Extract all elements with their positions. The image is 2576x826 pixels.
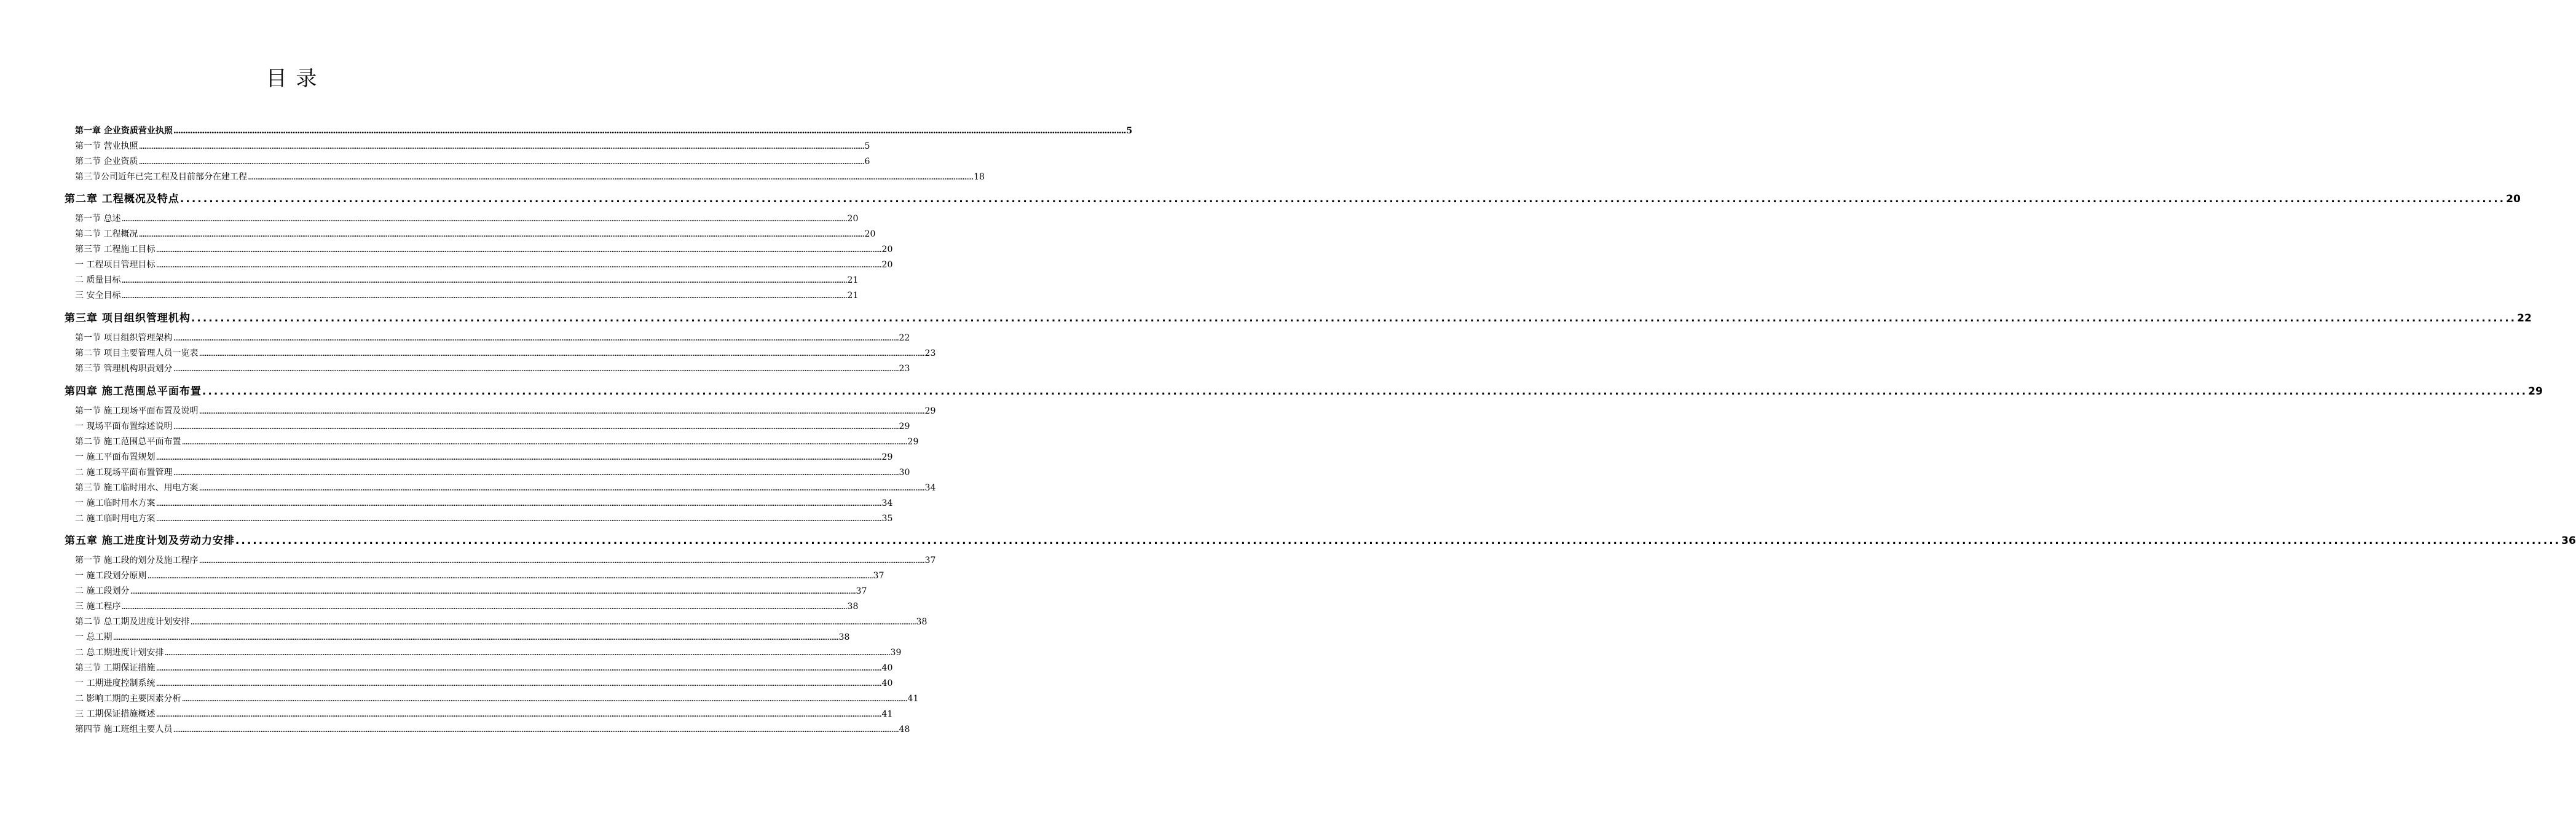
toc-entry-label: 第三节 施工临时用水、用电方案 (75, 483, 199, 493)
toc-entry-label: 一 工期进度控制系统 (75, 678, 156, 688)
toc-entry-label: 二 施工临时用电方案 (75, 514, 156, 524)
toc-entry-label: 第二节 企业资质 (75, 157, 138, 167)
toc-dot-leader: ................................................................................................................................................................................................................................................................................................................................................................................................................ (181, 694, 907, 704)
toc-entry-label: 三 安全目标 (75, 291, 121, 301)
toc-entry-label: 第一节 施工现场平面布置及说明 (75, 406, 199, 416)
toc-page-number: 29 (2528, 385, 2543, 398)
toc-chapter-entry[interactable] (65, 191, 2521, 207)
toc-chapter-entry[interactable] (75, 124, 1133, 138)
toc-page-number: 34 (881, 498, 893, 508)
toc-dot-leader: ................................................................................................................................................................................................................................................................................................................................................................................................................ (147, 571, 873, 581)
toc-entry-label: 第四章 施工范围总平面布置 (65, 385, 202, 398)
toc-section-entry[interactable] (75, 331, 910, 345)
toc-dot-leader: ................................................................................................................................................................................................................................................................................................................................................................................................................ (191, 312, 2517, 324)
toc-dot-leader: ................................................................................................................................................................................................................................................................................................................................................................................................................ (202, 385, 2528, 398)
toc-section-entry[interactable] (75, 481, 936, 495)
toc-dot-leader: ................................................................................................................................................................................................................................................................................................................................................................................................................ (173, 468, 899, 478)
toc-dot-leader: ................................................................................................................................................................................................................................................................................................................................................................................................................ (199, 483, 924, 493)
toc-section-entry[interactable] (75, 435, 919, 449)
toc-entry-label: 第五章 施工进度计划及劳动力安排 (65, 535, 235, 547)
toc-page-number: 29 (907, 437, 919, 447)
toc-section-entry[interactable] (75, 289, 859, 302)
toc-entry-label: 三 施工程序 (75, 602, 121, 612)
toc-entry-label: 一 施工临时用水方案 (75, 498, 156, 508)
toc-section-entry[interactable] (75, 661, 893, 675)
toc-dot-leader: ................................................................................................................................................................................................................................................................................................................................................................................................................ (248, 172, 974, 182)
toc-section-entry[interactable] (75, 258, 893, 272)
toc-dot-leader: ................................................................................................................................................................................................................................................................................................................................................................................................................ (156, 245, 881, 254)
toc-dot-leader: ................................................................................................................................................................................................................................................................................................................................................................................................................ (181, 437, 907, 447)
toc-entry-label: 第三节 管理机构职责划分 (75, 364, 173, 374)
toc-dot-leader: ................................................................................................................................................................................................................................................................................................................................................................................................................ (156, 709, 881, 719)
toc-page-number: 21 (847, 291, 859, 301)
toc-section-entry[interactable] (75, 554, 936, 567)
toc-entry-label: 第四节 施工班组主要人员 (75, 725, 173, 734)
toc-page-number: 23 (924, 348, 936, 358)
toc-page-number: 40 (881, 678, 893, 688)
toc-page-number: 29 (881, 452, 893, 462)
toc-entry-label: 第一节 总述 (75, 214, 121, 224)
toc-entry-label: 第三节公司近年已完工程及目前部分在建工程 (75, 172, 247, 182)
toc-section-entry[interactable] (75, 466, 910, 479)
toc-dot-leader: ................................................................................................................................................................................................................................................................................................................................................................................................................ (173, 725, 899, 734)
toc-page-number: 34 (924, 483, 936, 493)
toc-section-entry[interactable] (75, 212, 859, 226)
toc-entry-label: 三 工期保证措施概述 (75, 709, 156, 719)
toc-page-number: 20 (881, 245, 893, 254)
toc-page-number: 39 (890, 648, 902, 658)
toc-section-entry[interactable] (75, 243, 893, 256)
toc-entry-label: 第三章 项目组织管理机构 (65, 312, 191, 324)
toc-page-number: 37 (924, 556, 936, 565)
toc-entry-label: 第一章 企业资质营业执照 (75, 126, 173, 136)
toc-dot-leader: ................................................................................................................................................................................................................................................................................................................................................................................................................ (156, 452, 881, 462)
toc-chapter-entry[interactable] (65, 310, 2532, 326)
toc-section-entry[interactable] (75, 497, 893, 510)
toc-dot-leader: ................................................................................................................................................................................................................................................................................................................................................................................................................ (121, 275, 847, 285)
toc-dot-leader: ................................................................................................................................................................................................................................................................................................................................................................................................................ (235, 535, 2561, 547)
toc-page-number: 20 (864, 229, 876, 239)
toc-dot-leader: ................................................................................................................................................................................................................................................................................................................................................................................................................ (173, 126, 1126, 136)
toc-entry-label: 一 现场平面布置综述说明 (75, 422, 173, 431)
toc-page-number: 41 (881, 709, 893, 719)
toc-entry-label: 第三节 工期保证措施 (75, 663, 156, 673)
toc-entry-label: 二 施工现场平面布置管理 (75, 468, 173, 478)
toc-section-entry[interactable] (75, 512, 893, 525)
toc-dot-leader: ................................................................................................................................................................................................................................................................................................................................................................................................................ (190, 617, 916, 627)
toc-entry-label: 第一节 施工段的划分及施工程序 (75, 556, 199, 565)
toc-dot-leader: ................................................................................................................................................................................................................................................................................................................................................................................................................ (199, 406, 924, 416)
toc-section-entry[interactable] (75, 569, 884, 583)
toc-dot-leader: ................................................................................................................................................................................................................................................................................................................................................................................................................ (173, 422, 899, 431)
toc-section-entry[interactable] (75, 584, 867, 598)
toc-entry-label: 第二章 工程概况及特点 (65, 193, 179, 205)
toc-page-number: 36 (2561, 535, 2576, 547)
toc-dot-leader: ................................................................................................................................................................................................................................................................................................................................................................................................................ (173, 364, 899, 374)
toc-page-number: 41 (907, 694, 919, 704)
toc-dot-leader: ................................................................................................................................................................................................................................................................................................................................................................................................................ (112, 632, 838, 642)
toc-dot-leader: ................................................................................................................................................................................................................................................................................................................................................................................................................ (199, 556, 924, 565)
toc-page-number: 22 (899, 333, 910, 343)
toc-entry-label: 二 总工期进度计划安排 (75, 648, 164, 658)
toc-page-number: 20 (847, 214, 859, 224)
toc-dot-leader: ................................................................................................................................................................................................................................................................................................................................................................................................................ (138, 229, 864, 239)
toc-page-number: 48 (899, 725, 910, 734)
toc-section-entry[interactable] (75, 155, 870, 168)
toc-page-number: 6 (864, 157, 870, 167)
toc-page-number: 21 (847, 275, 859, 285)
toc-dot-leader: ................................................................................................................................................................................................................................................................................................................................................................................................................ (156, 678, 881, 688)
toc-page-number: 37 (873, 571, 884, 581)
toc-dot-leader: ................................................................................................................................................................................................................................................................................................................................................................................................................ (156, 498, 881, 508)
toc-entry-label: 第三节 工程施工目标 (75, 245, 156, 254)
toc-entry-label: 第一节 营业执照 (75, 141, 138, 151)
toc-dot-leader: ................................................................................................................................................................................................................................................................................................................................................................................................................ (173, 333, 899, 343)
toc-entry-label: 第二节 总工期及进度计划安排 (75, 617, 190, 627)
toc-entry-label: 二 影响工期的主要因素分析 (75, 694, 181, 704)
toc-dot-leader: ................................................................................................................................................................................................................................................................................................................................................................................................................ (164, 648, 890, 658)
toc-entry-label: 第二节 施工范围总平面布置 (75, 437, 181, 447)
toc-dot-leader: ................................................................................................................................................................................................................................................................................................................................................................................................................ (138, 141, 864, 151)
toc-section-entry[interactable] (75, 420, 910, 433)
toc-page-number: 22 (2517, 312, 2532, 324)
toc-page-number: 20 (881, 260, 893, 270)
toc-entry-label: 第一节 项目组织管理架构 (75, 333, 173, 343)
toc-section-entry[interactable] (75, 707, 893, 721)
toc-page-number: 29 (899, 422, 910, 431)
toc-section-entry[interactable] (75, 450, 893, 464)
toc-dot-leader: ................................................................................................................................................................................................................................................................................................................................................................................................................ (121, 291, 847, 301)
toc-page-number: 37 (856, 586, 867, 596)
toc-section-entry[interactable] (75, 140, 870, 153)
toc-dot-leader: ................................................................................................................................................................................................................................................................................................................................................................................................................ (156, 514, 881, 524)
toc-section-entry[interactable] (75, 170, 985, 184)
toc-entry-label: 一 施工段划分原则 (75, 571, 147, 581)
toc-dot-leader: ................................................................................................................................................................................................................................................................................................................................................................................................................ (156, 663, 881, 673)
toc-page-number: 38 (838, 632, 850, 642)
toc-page-number: 38 (916, 617, 928, 627)
toc-entry-label: 二 施工段划分 (75, 586, 130, 596)
toc-dot-leader: ................................................................................................................................................................................................................................................................................................................................................................................................................ (121, 214, 847, 224)
toc-dot-leader: ................................................................................................................................................................................................................................................................................................................................................................................................................ (179, 193, 2506, 205)
toc-section-entry[interactable] (75, 227, 876, 241)
toc-entry-label: 第二节 项目主要管理人员一览表 (75, 348, 199, 358)
toc-page-number: 29 (924, 406, 936, 416)
toc-page-number: 30 (899, 468, 910, 478)
toc-entry-label: 第二节 工程概况 (75, 229, 138, 239)
toc-chapter-entry[interactable] (65, 533, 2576, 549)
toc-page-number: 20 (2506, 193, 2521, 205)
toc-entry-label: 一 施工平面布置规划 (75, 452, 156, 462)
toc-page-number: 38 (847, 602, 859, 612)
toc-section-entry[interactable] (75, 600, 859, 613)
toc-page-number: 18 (974, 172, 985, 182)
toc-entry-label: 二 质量目标 (75, 275, 121, 285)
toc-entry-label: 一 总工期 (75, 632, 112, 642)
page-title: 目 录 (266, 66, 318, 91)
toc-section-entry[interactable] (75, 273, 859, 287)
toc-section-entry[interactable] (75, 677, 893, 690)
toc-page-number: 5 (1126, 126, 1133, 136)
toc-dot-leader: ................................................................................................................................................................................................................................................................................................................................................................................................................ (130, 586, 856, 596)
toc-page-number: 23 (899, 364, 910, 374)
toc-dot-leader: ................................................................................................................................................................................................................................................................................................................................................................................................................ (138, 157, 864, 167)
toc-section-entry[interactable] (75, 347, 936, 360)
toc-section-entry[interactable] (75, 692, 919, 706)
toc-page-number: 40 (881, 663, 893, 673)
toc-dot-leader: ................................................................................................................................................................................................................................................................................................................................................................................................................ (156, 260, 881, 270)
toc-page-number: 35 (881, 514, 893, 524)
toc-section-entry[interactable] (75, 362, 910, 376)
toc-section-entry[interactable] (75, 404, 936, 418)
toc-entry-label: 一 工程项目管理目标 (75, 260, 156, 270)
toc-dot-leader: ................................................................................................................................................................................................................................................................................................................................................................................................................ (199, 348, 924, 358)
toc-section-entry[interactable] (75, 631, 850, 644)
toc-chapter-entry[interactable] (65, 384, 2543, 399)
toc-dot-leader: ................................................................................................................................................................................................................................................................................................................................................................................................................ (121, 602, 847, 612)
toc-section-entry[interactable] (75, 646, 902, 659)
toc-section-entry[interactable] (75, 615, 928, 629)
toc-section-entry[interactable] (75, 723, 910, 736)
toc-page-number: 5 (864, 141, 870, 151)
